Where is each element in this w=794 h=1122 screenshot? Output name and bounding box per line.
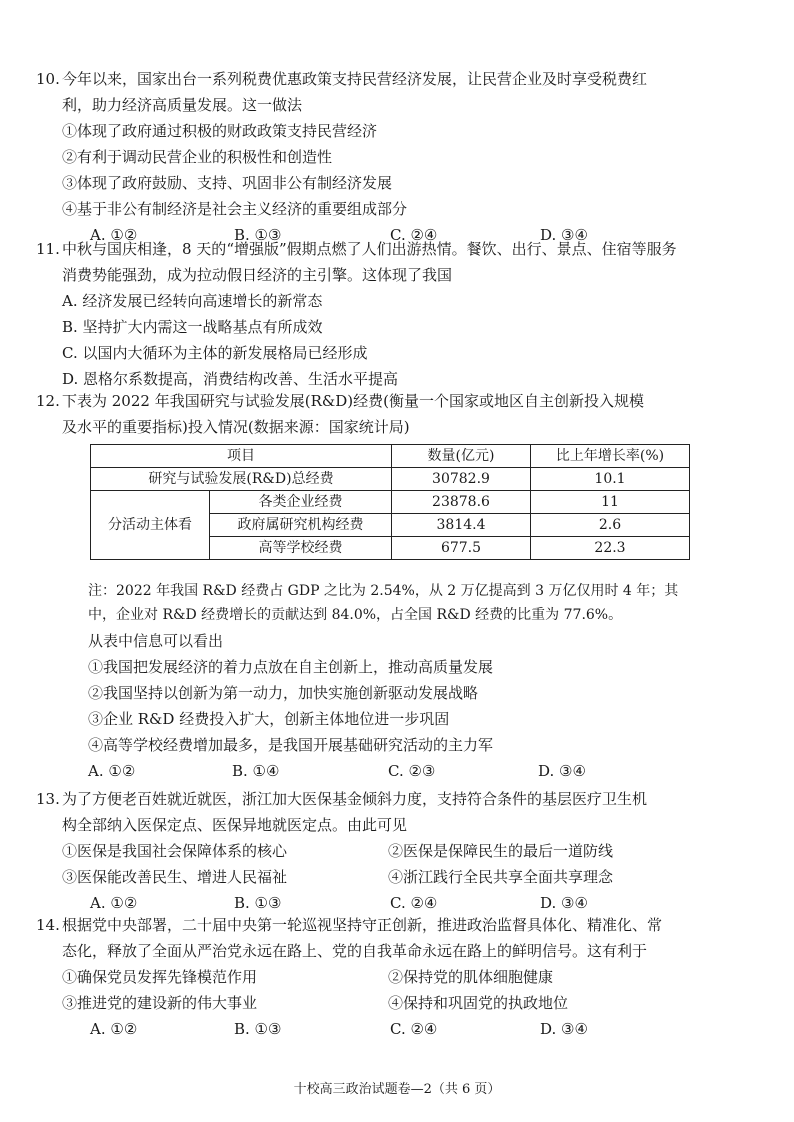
rate-cell: 2.6: [531, 514, 690, 537]
option-c[interactable]: C. ②④: [390, 1020, 438, 1038]
question-number: 12.: [36, 392, 60, 410]
column-header: 项目: [91, 445, 392, 468]
table-row: [91, 468, 690, 491]
statement-item: ①我国把发展经济的着力点放在自主创新上，推动高质量发展: [88, 658, 494, 676]
question-stem-line: 下表为 2022 年我国研究与试验发展(R&D)经费(衡量一个国家或地区自主创新投入规模: [62, 392, 644, 410]
question-stem-line: 今年以来，国家出台一系列税费优惠政策支持民营经济发展，让民营企业及时享受税费红: [62, 70, 648, 88]
table-row: [91, 491, 690, 514]
option-c[interactable]: C. ②④: [390, 226, 438, 244]
option-d[interactable]: D. ③④: [538, 762, 586, 780]
group-label: 分活动主体看: [91, 491, 210, 560]
statement-item: ④基于非公有制经济是社会主义经济的重要组成部分: [62, 200, 408, 218]
statement-item: ③推进党的建设新的伟大事业: [62, 994, 258, 1012]
option-c[interactable]: C. ②③: [388, 762, 436, 780]
option-d[interactable]: D. ③④: [540, 1020, 588, 1038]
question-number: 13.: [36, 790, 60, 808]
amount-cell: 30782.9: [392, 468, 531, 491]
statement-item: ①医保是我国社会保障体系的核心: [62, 842, 288, 860]
table-header-row: [91, 445, 690, 468]
option-d[interactable]: D. ③④: [540, 226, 588, 244]
question-stem-line: 利，助力经济高质量发展。这一做法: [62, 96, 303, 114]
page-footer: 十校高三政治试题卷—2（共 6 页）: [293, 1082, 501, 1097]
statement-item: ①确保党员发挥先锋模范作用: [62, 968, 258, 986]
option-a[interactable]: A. ①②: [88, 762, 136, 780]
statement-item: ④高等学校经费增加最多，是我国开展基础研究活动的主力军: [88, 736, 494, 754]
question-number: 11.: [36, 240, 60, 258]
option-b[interactable]: B. ①③: [234, 894, 282, 912]
rate-cell: 11: [531, 491, 690, 514]
option-b[interactable]: B. ①④: [232, 762, 280, 780]
statement-item: ③医保能改善民生、增进人民福祉: [62, 868, 288, 886]
question-number: 14.: [36, 916, 60, 934]
statement-item: ④保持和巩固党的执政地位: [388, 994, 569, 1012]
statement-item: ④浙江践行全民共享全面共享理念: [388, 868, 614, 886]
question-stem-line: 消费势能强劲，成为拉动假日经济的主引擎。这体现了我国: [62, 266, 453, 284]
question-stem-line: 中秋与国庆相逢，8 天的“增强版”假期点燃了人们出游热情。餐饮、出行、景点、住宿等服务: [62, 240, 677, 258]
statement-item: ②医保是保障民生的最后一道防线: [388, 842, 614, 860]
table-note-line: 注：2022 年我国 R&D 经费占 GDP 之比为 2.54%，从 2 万亿提高到 3 万亿仅用时 4 年；其: [88, 583, 679, 599]
row-label: 各类企业经费: [210, 491, 392, 514]
answer-options: [90, 1018, 730, 1042]
row-label: 高等学校经费: [210, 537, 392, 560]
statement-item: ③体现了政府鼓励、支持、巩固非公有制经济发展: [62, 174, 393, 192]
option-b[interactable]: B. ①③: [234, 1020, 282, 1038]
option-b[interactable]: B. ①③: [234, 226, 282, 244]
option-a[interactable]: A. ①②: [90, 894, 138, 912]
row-label: 政府属研究机构经费: [210, 514, 392, 537]
question-stem-line: 为了方便老百姓就近就医，浙江加大医保基金倾斜力度，支持符合条件的基层医疗卫生机: [62, 790, 648, 808]
column-header: 数量(亿元): [392, 445, 531, 468]
answer-options: [88, 760, 728, 784]
table-note-line: 中，企业对 R&D 经费增长的贡献达到 84.0%，占全国 R&D 经费的比重为 77.6%。: [88, 607, 623, 623]
column-header: 比上年增长率(%): [531, 445, 690, 468]
option-d[interactable]: D. ③④: [540, 894, 588, 912]
rate-cell: 22.3: [531, 537, 690, 560]
rate-cell: 10.1: [531, 468, 690, 491]
question-number: 10.: [36, 70, 60, 88]
statement-item: ②我国坚持以创新为第一动力，加快实施创新驱动发展战略: [88, 684, 479, 702]
choice-a[interactable]: A. 经济发展已经转向高速增长的新常态: [62, 292, 323, 310]
question-lead: 从表中信息可以看出: [88, 632, 224, 650]
question-stem-line: 态化，释放了全面从严治党永远在路上、党的自我革命永远在路上的鲜明信号。这有利于: [62, 942, 648, 960]
option-a[interactable]: A. ①②: [90, 1020, 138, 1038]
question-stem-line: 构全部纳入医保定点、医保异地就医定点。由此可见: [62, 816, 408, 834]
question-stem-line: 根据党中央部署，二十届中央第一轮巡视坚持守正创新，推进政治监督具体化、精准化、常: [62, 916, 663, 934]
answer-options: [90, 892, 730, 916]
statement-item: ①体现了政府通过积极的财政政策支持民营经济: [62, 122, 378, 140]
amount-cell: 3814.4: [392, 514, 531, 537]
choice-b[interactable]: B. 坚持扩大内需这一战略基点有所成效: [62, 318, 323, 336]
choice-c[interactable]: C. 以国内大循环为主体的新发展格局已经形成: [62, 344, 368, 362]
row-label: 研究与试验发展(R&D)总经费: [91, 468, 392, 491]
statement-item: ②保持党的肌体细胞健康: [388, 968, 554, 986]
amount-cell: 23878.6: [392, 491, 531, 514]
rd-funding-table: [90, 444, 690, 560]
choice-d[interactable]: D. 恩格尔系数提高，消费结构改善、生活水平提高: [62, 370, 399, 388]
statement-item: ③企业 R&D 经费投入扩大，创新主体地位进一步巩固: [88, 710, 450, 728]
option-a[interactable]: A. ①②: [90, 226, 138, 244]
amount-cell: 677.5: [392, 537, 531, 560]
option-c[interactable]: C. ②④: [390, 894, 438, 912]
question-stem-line: 及水平的重要指标)投入情况(数据来源：国家统计局): [62, 418, 410, 436]
statement-item: ②有利于调动民营企业的积极性和创造性: [62, 148, 333, 166]
